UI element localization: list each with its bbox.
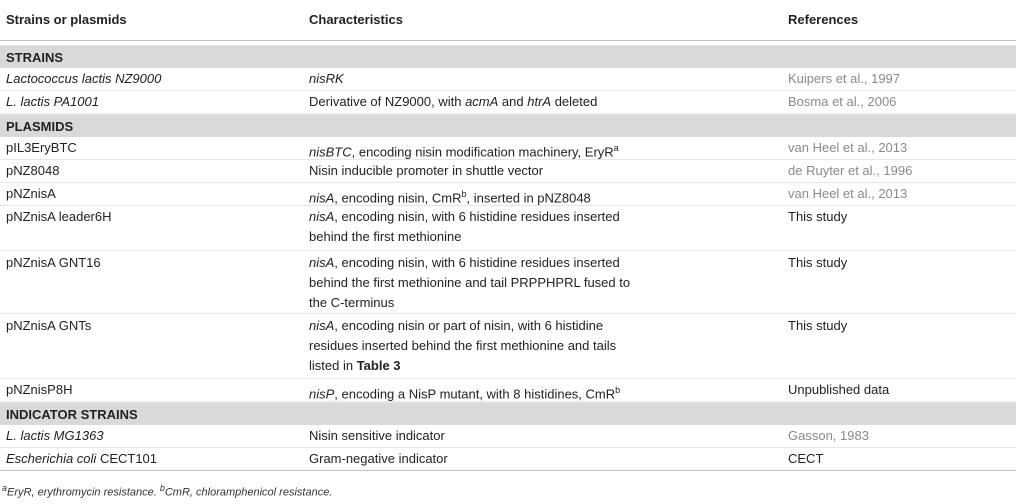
table-row: pNZnisP8H nisP, encoding a NisP mutant, with 8 histidines, CmR$^b$ Unpublished data [0,379,1016,402]
reference-link[interactable]: Gasson, 1983 [788,428,869,443]
table-row: pNZnisA GNTs nisA, encoding nisin or part of nisin, with 6 histidine residues inserted behind the first methionine and tails listed in Table 3 This study [0,314,1016,379]
table-footnote: $^a$EryR, erythromycin resistance. $^b$CmR, chloramphenicol resistance. [2,483,333,499]
section-indicator-strains: INDICATOR STRAINS [0,402,1016,425]
section-plasmids: PLASMIDS [0,114,1016,137]
table-row: pNZnisA leader6H nisA, encoding nisin, with 6 histidine residues inserted behind the first methionine This study [0,206,1016,251]
header-strains: Strains or plasmids [6,12,127,27]
reference-link[interactable]: de Ruyter et al., 1996 [788,163,913,178]
table-row: pNZnisA GNT16 nisA, encoding nisin, with 6 histidine residues inserted behind the first methionine and tail PRPPHPRL fused to the C-terminus This study [0,251,1016,314]
reference-link[interactable]: Kuipers et al., 1997 [788,71,901,86]
reference-link[interactable]: van Heel et al., 2013 [788,186,908,201]
header-references: References [788,12,859,27]
header-characteristics: Characteristics [309,12,403,27]
table-3-link[interactable]: Table 3 [356,358,401,373]
table-row: pIL3EryBTC nisBTC, encoding nisin modification machinery, EryR$^a$ van Heel et al., 2013 [0,137,1016,160]
table-row: L. lactis PA1001 Derivative of NZ9000, with acmA and htrA deleted Bosma et al., 2006 [0,91,1016,114]
table-row: pNZnisA nisA, encoding nisin, CmR$^b$, inserted in pNZ8048 van Heel et al., 2013 [0,183,1016,206]
reference-link[interactable]: Bosma et al., 2006 [788,94,897,109]
table-row: Escherichia coli CECT101 Gram-negative indicator CECT [0,448,1016,471]
section-strains: STRAINS [0,45,1016,68]
table-row: pNZ8048 Nisin inducible promoter in shuttle vector de Ruyter et al., 1996 [0,160,1016,183]
table-row: Lactococcus lactis NZ9000 nisRK Kuipers et al., 1997 [0,68,1016,91]
reference-link[interactable]: van Heel et al., 2013 [788,140,908,155]
table-row: L. lactis MG1363 Nisin sensitive indicator Gasson, 1983 [0,425,1016,448]
table-header [0,0,1016,41]
